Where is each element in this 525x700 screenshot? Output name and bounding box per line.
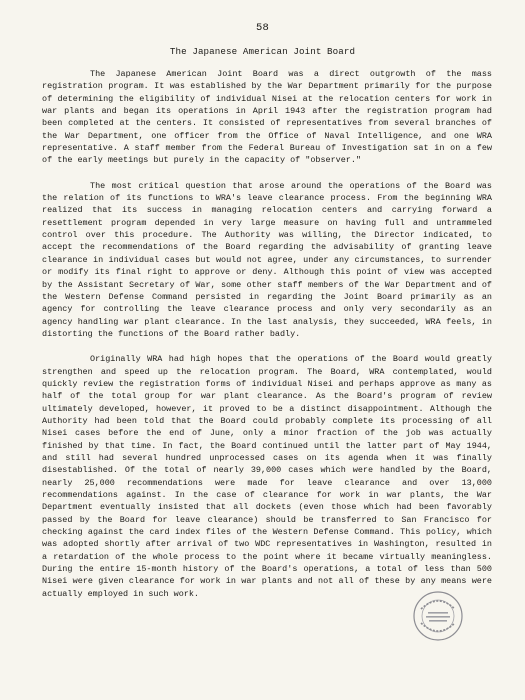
paragraph-3: Originally WRA had high hopes that the operations of the Board would greatly strengthen and speed up the relocation program. The Board, WRA contemplated, would quickly review the registration forms of individual Nisei and perhaps approve as many as half of the total group for war plant clearance. As the Board's program of review ultimately developed, however, it proved to be a distinct disappointment. Although the Authority had been told that the Board could probably complete its processing of all Nisei cases before the end of June, only a minor fraction of the job was actually finished by that time. In fact, the Board continued until the latter part of May 1944, and still had several hundred unprocessed cases on its agenda when it was finally disestablished. Of the total of nearly 39,000 cases which were handled by the Board, nearly 25,000 recommendations were made for leave clearance and over 13,000 recommendations against. In the case of clearance for work in war plants, the War Department eventually insisted that all dockets (even those which had been favorably passed by the Board for leave clearance) should be transferred to San Francisco for checking against the card index files of the Western Defense Command. This policy, which was adopted shortly after arrival of two WDC representatives in Washington, resulted in a retardation of the whole process to the point where it became virtually meaningless. During the entire 15-month history of the Board's operations, a total of less than 500 Nisei were given clearance for work in war plants and not all of these by any means were actually employed in such work.	[42, 354, 492, 599]
paragraph-2: The most critical question that arose around the operations of the Board was the relation of its functions to WRA's leave clearance process. From the beginning WRA realized that its success in managing relocation centers and carrying forward a resettlement program depended in very large measure on having full and untrammeled control over this procedure. The Authority was willing, the Director indicated, to accept the recommendations of the Board regarding the advisability of granting leave clearance in individual cases but would not agree, under any circumstances, to surrender or modify its final right to approve or deny. Although this point of view was accepted by the Assistant Secretary of War, some other staff members of the War Department and of the Western Defense Command persisted in regarding the Joint Board primarily as an agency for controlling the leave clearance process and only very secondarily as an agency handling war plant clearance. In the last analysis, they succeeded, WRA feels, in distorting the functions of the Board rather badly.	[42, 180, 492, 339]
body-text	[42, 68, 492, 613]
page-title: The Japanese American Joint Board	[169, 46, 356, 57]
page-number: 58	[255, 22, 269, 34]
archive-stamp-icon	[411, 589, 465, 643]
paragraph-1: The Japanese American Joint Board was a direct outgrowth of the mass registration program. It was established by the War Department primarily for the purpose of determining the eligibility of individual Nisei at the relocation centers for work in war plants and began its operations in April 1943 after the registration program had been completed at the centers. It consisted of representatives from several branches of the War Department, one officer from the Office of Naval Intelligence, and one WRA representative. A staff member from the Federal Bureau of Investigation sat in on a few of the early meetings but purely in the capacity of "observer."	[42, 69, 492, 166]
